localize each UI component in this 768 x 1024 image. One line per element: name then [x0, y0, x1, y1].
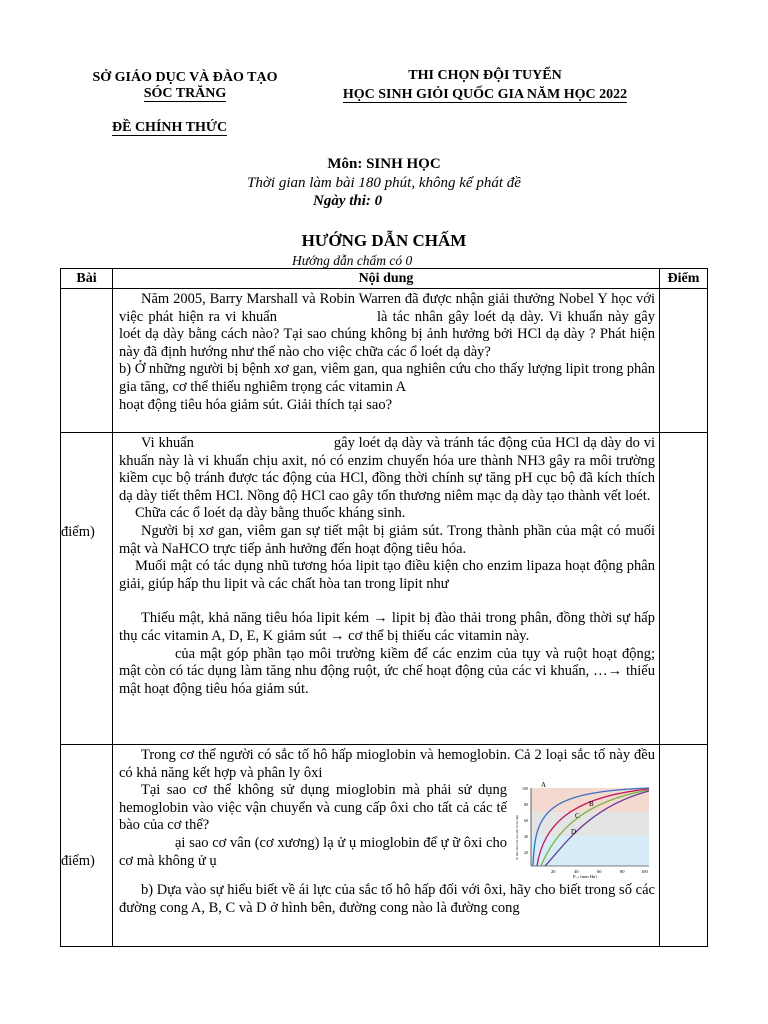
time-limit: Thời gian làm bài 180 phút, không kể phát đề [247, 175, 521, 191]
paragraph [119, 291, 655, 361]
paragraph: Chữa các ổ loét dạ dày bằng thuốc kháng sinh. [135, 505, 406, 522]
paragraph [119, 435, 655, 505]
cell-bai [61, 289, 113, 433]
col-header-diem: Điểm [660, 269, 708, 289]
paragraph: hoạt động tiêu hóa giảm sút. Giải thích tại sao? [119, 396, 393, 413]
paragraph: Thiếu mật, khả năng tiêu hóa lipit kém → lipit bị đào thải trong phân, đồng thời sự hấp thụ các vitamin A, D, E, K giảm sút → cơ thể bị thiếu các vitamin này. [119, 610, 655, 644]
dept-name: SỞ GIÁO DỤC VÀ ĐÀO TẠO [92, 70, 278, 85]
curve-label-a: A [541, 782, 547, 790]
x-tick: 100 [641, 869, 648, 875]
cell-noidung [113, 289, 660, 433]
province-name [70, 86, 300, 102]
cell-diem [660, 433, 708, 745]
x-tick: 20 [551, 869, 556, 875]
grading-table [60, 268, 708, 947]
guide-subtitle: Hướng dẫn chấm có 0 [292, 253, 413, 268]
paragraph: Người bị xơ gan, viêm gan sự tiết mật bị giảm sút. Trong thành phần của mật có muối mật và NaHCO trực tiếp ảnh hưởng đến hoạt động tiêu hóa. [119, 522, 655, 557]
text: Năm 2005, Barry Marshall và Robin Warren đã được nhận giải thưởng Nobel Y học với việc phát hiện ra vi khuẩn [119, 291, 655, 325]
curve-label-d: D [571, 828, 577, 837]
y-tick: 20 [524, 850, 528, 856]
col-header-bai: Bài [61, 269, 113, 289]
curve-label-b: B [589, 800, 594, 809]
score-label: điểm) [61, 524, 95, 540]
table-row-question1 [61, 289, 708, 433]
paragraph: Tại sao cơ thể không sử dụng mioglobin mà phải sử dụng hemoglobin vào việc vận chuyển và cung cấp ôxi cho tất cả các tế bào của cơ thể? [119, 782, 507, 834]
y-tick: 100 [522, 786, 528, 792]
x-tick: 60 [597, 869, 602, 875]
col-header-noidung: Nội dung [113, 269, 660, 289]
cell-bai [61, 433, 113, 745]
table-row-answer1 [61, 433, 708, 745]
blank-line [119, 593, 655, 610]
text: Vi khuẩn [141, 435, 194, 451]
oxygen-dissociation-chart [513, 782, 655, 878]
x-axis-label [573, 874, 597, 878]
paragraph: b) Dựa vào sự hiểu biết về ái lực của sắc tố hô hấp đối với ôxi, hãy cho biết trong số các đường cong A, B, C và D ở hình bên, đường cong nào là đường cong [119, 882, 655, 916]
x-tick: 40 [574, 869, 579, 875]
paragraph: ại sao cơ vân (cơ xương) lạ ử ụ mioglobin để ự ữ ôxi cho cơ mà không ử ụ [119, 834, 507, 869]
exam-subtitle [300, 87, 670, 103]
official-label [112, 120, 227, 136]
exam-date: Ngày thi: 0 [313, 193, 383, 209]
cell-bai [61, 745, 113, 947]
curve-label-c: C [575, 812, 580, 821]
score-label: điểm) [61, 853, 95, 869]
y-axis-label: % bão hòa ôxi của sắc tố hô hấp [515, 815, 519, 861]
y-tick: 40 [524, 834, 528, 840]
y-tick: 60 [524, 818, 528, 824]
subject: Môn: SINH HỌC [327, 156, 441, 172]
paragraph: Trong cơ thể người có sắc tố hô hấp mioglobin và hemoglobin. Cả 2 loại sắc tố này đều có khả năng kết hợp và phân ly ôxi [119, 747, 655, 781]
text: gây loét dạ dày và tránh tác động của HCl dạ dày do vi khuẩn này là vi khuẩn chịu axit, nó có enzim chuyển hóa ure thành NH3 gây ra môi trường kiềm cục bộ tránh được tác động của HCl, đồng thời chính sự tăng pH cục bộ đã kích thích dạ dày tiết thêm HCl. Nồng độ HCl cao gây tổn thương niêm mạc dạ dày tạo thành vết loét. [119, 435, 655, 504]
x-tick: 80 [620, 869, 625, 875]
table-header-row [61, 269, 708, 289]
x-axis-label-p: P [573, 874, 576, 879]
official-label-text: ĐỀ CHÍNH THỨC [112, 120, 228, 135]
paragraph: Muối mật có tác dụng nhũ tương hóa lipit tạo điều kiện cho enzim lipaza hoạt động phân giải, giúp hấp thu lipit và các chất hòa tan trong lipit như [119, 558, 655, 592]
exam-subtitle-text: HỌC SINH GIỎI QUỐC GIA NĂM HỌC 2022 [342, 87, 628, 102]
paragraph: b) Ở những người bị bệnh xơ gan, viêm gan, qua nghiên cứu cho thấy lượng lipit trong phân gia tăng, cơ thể thiếu nghiêm trọng các vitamin A [119, 361, 655, 395]
table-row-question2 [61, 745, 708, 947]
exam-title: THI CHỌN ĐỘI TUYỂN [408, 68, 562, 83]
cell-noidung [113, 433, 660, 745]
cell-diem [660, 745, 708, 947]
province-name-text: SÓC TRĂNG [143, 86, 227, 101]
guide-title: HƯỚNG DẪN CHẤM [301, 231, 467, 250]
paragraph: của mật góp phần tạo môi trường kiềm để các enzim của tụy và ruột hoạt động; mật còn có tác dụng làm tăng nhu động ruột, ức chế hoạt động của các vi khuẩn, …→ thiếu mật hoạt động tiêu hóa giảm sút. [119, 645, 655, 697]
cell-diem [660, 289, 708, 433]
x-axis-label-unit: (mm Hg) [580, 874, 597, 879]
y-tick: 80 [524, 802, 528, 808]
text: là tác nhân gây loét dạ dày. Vi khuẩn này gây loét dạ dày bằng cách nào? Tại sao chúng không bị ảnh hưởng bởi HCl dạ dày ? Phát hiện này đã định hướng như thế nào cho việc chữa các ổ loét dạ dày? [119, 308, 655, 360]
cell-noidung [113, 745, 660, 947]
x-axis-label-sub: O2 [575, 876, 580, 879]
